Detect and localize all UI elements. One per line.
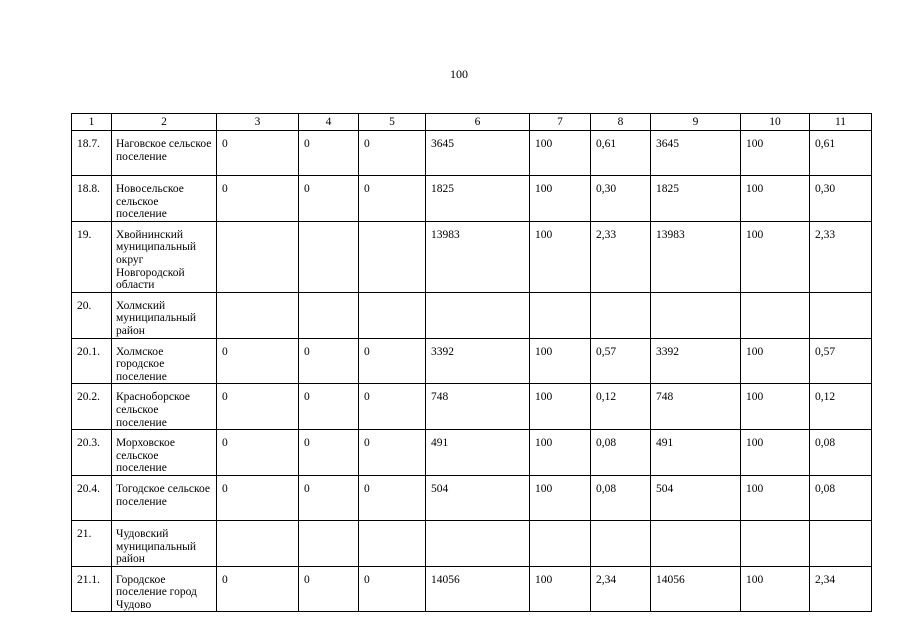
table-cell: 3392 xyxy=(651,338,741,384)
column-header: 11 xyxy=(810,114,872,131)
table-cell: 13983 xyxy=(426,221,530,292)
row-number-cell: 20.1. xyxy=(72,338,112,384)
table-header-row xyxy=(72,114,872,131)
table-cell: 0 xyxy=(299,384,359,430)
table-cell: 100 xyxy=(530,475,591,520)
table-cell xyxy=(359,520,426,566)
table-cell: 0 xyxy=(299,566,359,612)
table-cell: 1825 xyxy=(426,176,530,222)
municipality-name-cell: Новосельское сельское поселение xyxy=(112,176,217,222)
table-cell: 0,08 xyxy=(810,475,872,520)
table-cell xyxy=(651,520,741,566)
municipality-name-cell: Красноборское сельское поселение xyxy=(112,384,217,430)
table-cell: 0 xyxy=(217,430,299,476)
column-header: 7 xyxy=(530,114,591,131)
table-cell: 100 xyxy=(741,176,810,222)
municipality-name-cell: Городское поселение город Чудово xyxy=(112,566,217,612)
table-cell: 0 xyxy=(359,176,426,222)
table-cell: 0 xyxy=(299,338,359,384)
column-header: 5 xyxy=(359,114,426,131)
table-cell: 0,57 xyxy=(591,338,651,384)
table-row xyxy=(72,520,872,566)
table-cell: 0,57 xyxy=(810,338,872,384)
table-cell: 100 xyxy=(530,221,591,292)
column-header: 4 xyxy=(299,114,359,131)
table-cell: 100 xyxy=(530,430,591,476)
row-number-cell: 21.1. xyxy=(72,566,112,612)
table-cell: 0 xyxy=(359,384,426,430)
table-cell: 100 xyxy=(741,384,810,430)
table-cell: 1825 xyxy=(651,176,741,222)
table-row xyxy=(72,221,872,292)
table-cell: 0 xyxy=(299,475,359,520)
table-row xyxy=(72,292,872,338)
municipality-name-cell: Холмский муниципальный район xyxy=(112,292,217,338)
table-cell: 0 xyxy=(217,176,299,222)
table-cell: 14056 xyxy=(426,566,530,612)
municipality-name-cell: Морховское сельское поселение xyxy=(112,430,217,476)
table-row xyxy=(72,176,872,222)
table-cell xyxy=(299,221,359,292)
table-row xyxy=(72,131,872,176)
municipality-name-cell: Холмское городское поселение xyxy=(112,338,217,384)
table-cell: 0 xyxy=(217,338,299,384)
table-cell: 0,08 xyxy=(591,475,651,520)
row-number-cell: 19. xyxy=(72,221,112,292)
table-cell: 100 xyxy=(530,566,591,612)
table-cell: 100 xyxy=(741,566,810,612)
table-row xyxy=(72,338,872,384)
table-cell: 0,08 xyxy=(591,430,651,476)
page-number: 100 xyxy=(450,67,468,81)
data-table xyxy=(71,113,872,612)
table-cell: 2,34 xyxy=(810,566,872,612)
table-row xyxy=(72,566,872,612)
row-number-cell: 18.7. xyxy=(72,131,112,176)
table-cell xyxy=(426,292,530,338)
table-cell: 100 xyxy=(530,384,591,430)
table-cell: 0,61 xyxy=(810,131,872,176)
table-cell xyxy=(217,520,299,566)
table-body xyxy=(72,131,872,612)
table-cell: 0,30 xyxy=(810,176,872,222)
column-header: 6 xyxy=(426,114,530,131)
table-cell xyxy=(591,520,651,566)
table-cell: 0,61 xyxy=(591,131,651,176)
table-cell xyxy=(651,292,741,338)
row-number-cell: 18.8. xyxy=(72,176,112,222)
table-cell: 504 xyxy=(426,475,530,520)
table-cell: 2,33 xyxy=(591,221,651,292)
table-cell: 0,30 xyxy=(591,176,651,222)
row-number-cell: 20. xyxy=(72,292,112,338)
table-cell: 100 xyxy=(741,338,810,384)
table-cell xyxy=(217,221,299,292)
table-cell: 0,08 xyxy=(810,430,872,476)
table-cell xyxy=(591,292,651,338)
table-cell: 100 xyxy=(530,176,591,222)
row-number-cell: 21. xyxy=(72,520,112,566)
table-cell: 100 xyxy=(530,131,591,176)
table-cell: 2,34 xyxy=(591,566,651,612)
municipality-name-cell: Хвойнинский муниципальный округ Новгородской области xyxy=(112,221,217,292)
table-cell: 0 xyxy=(217,131,299,176)
table-cell: 0 xyxy=(299,176,359,222)
table-cell: 0 xyxy=(359,475,426,520)
row-number-cell: 20.4. xyxy=(72,475,112,520)
table-cell xyxy=(426,520,530,566)
table-row xyxy=(72,430,872,476)
table-cell xyxy=(299,520,359,566)
table-cell: 0 xyxy=(299,131,359,176)
table-cell: 100 xyxy=(741,221,810,292)
table-cell xyxy=(359,292,426,338)
table-cell xyxy=(741,292,810,338)
table-cell: 491 xyxy=(426,430,530,476)
table-cell xyxy=(530,292,591,338)
table-cell: 3645 xyxy=(426,131,530,176)
municipality-name-cell: Тогодское сельское поселение xyxy=(112,475,217,520)
table-cell: 748 xyxy=(426,384,530,430)
table-cell xyxy=(810,520,872,566)
table-cell: 100 xyxy=(741,131,810,176)
table-cell: 504 xyxy=(651,475,741,520)
table-cell: 100 xyxy=(530,338,591,384)
column-header: 2 xyxy=(112,114,217,131)
table-cell: 100 xyxy=(741,475,810,520)
table-cell: 0 xyxy=(359,566,426,612)
table-row xyxy=(72,475,872,520)
table-cell: 0 xyxy=(217,475,299,520)
table-cell xyxy=(359,221,426,292)
table-cell xyxy=(741,520,810,566)
table-cell: 0 xyxy=(217,384,299,430)
municipality-name-cell: Наговское сельское поселение xyxy=(112,131,217,176)
table-cell xyxy=(217,292,299,338)
table-cell: 0 xyxy=(217,566,299,612)
table-cell: 491 xyxy=(651,430,741,476)
table-cell: 100 xyxy=(741,430,810,476)
table-cell: 13983 xyxy=(651,221,741,292)
table-cell: 2,33 xyxy=(810,221,872,292)
table-row xyxy=(72,384,872,430)
table-cell xyxy=(530,520,591,566)
column-header: 9 xyxy=(651,114,741,131)
column-header: 1 xyxy=(72,114,112,131)
row-number-cell: 20.3. xyxy=(72,430,112,476)
table-cell: 3645 xyxy=(651,131,741,176)
table-cell: 748 xyxy=(651,384,741,430)
column-header: 8 xyxy=(591,114,651,131)
row-number-cell: 20.2. xyxy=(72,384,112,430)
table-cell: 0 xyxy=(299,430,359,476)
table-cell xyxy=(810,292,872,338)
table-cell: 3392 xyxy=(426,338,530,384)
table-cell: 0,12 xyxy=(810,384,872,430)
column-header: 3 xyxy=(217,114,299,131)
table-cell: 14056 xyxy=(651,566,741,612)
column-header: 10 xyxy=(741,114,810,131)
table-cell: 0 xyxy=(359,131,426,176)
municipality-name-cell: Чудовский муниципальный район xyxy=(112,520,217,566)
table-cell xyxy=(299,292,359,338)
table-cell: 0 xyxy=(359,338,426,384)
table-cell: 0 xyxy=(359,430,426,476)
table-cell: 0,12 xyxy=(591,384,651,430)
